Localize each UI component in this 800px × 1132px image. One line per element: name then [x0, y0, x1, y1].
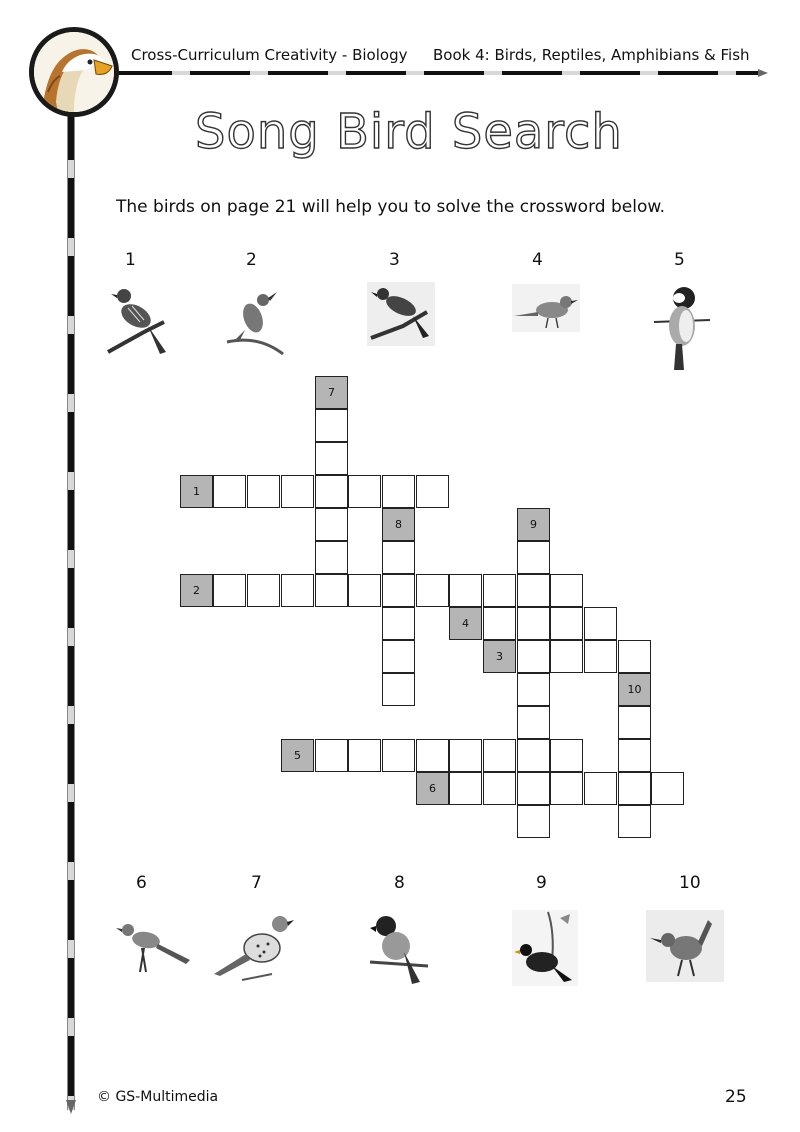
instruction-text: The birds on page 21 will help you to solve the crossword below. [116, 197, 666, 217]
clue-cell-5: 5 [281, 739, 314, 772]
crossword-cell[interactable] [348, 574, 381, 607]
crossword-cell[interactable] [416, 574, 449, 607]
clue-cell-9: 9 [517, 508, 550, 541]
crossword-cell[interactable] [618, 772, 651, 805]
crossword-cell[interactable] [550, 640, 583, 673]
decorative-spine [67, 100, 75, 1110]
bird-illustration-icon [512, 910, 578, 986]
footer-copyright: © GS-Multimedia [97, 1089, 219, 1105]
crossword-cell[interactable] [618, 706, 651, 739]
crossword-cell[interactable] [584, 772, 617, 805]
crossword-cell[interactable] [483, 772, 516, 805]
page-number: 25 [725, 1087, 747, 1107]
crossword-cell[interactable] [517, 640, 550, 673]
crossword-cell[interactable] [315, 475, 348, 508]
crossword-cell[interactable] [618, 739, 651, 772]
crossword-cell[interactable] [483, 574, 516, 607]
crossword-cell[interactable] [517, 574, 550, 607]
crossword-cell[interactable] [483, 607, 516, 640]
crossword-cell[interactable] [517, 706, 550, 739]
bird-illustration-icon [512, 284, 580, 332]
bird-number-2: 2 [246, 250, 257, 270]
crossword-cell[interactable] [348, 475, 381, 508]
crossword-cell[interactable] [550, 739, 583, 772]
crossword-cell[interactable] [517, 541, 550, 574]
bird-number-7: 7 [251, 873, 262, 893]
crossword-cell[interactable] [618, 640, 651, 673]
clue-cell-8: 8 [382, 508, 415, 541]
crossword-cell[interactable] [449, 739, 482, 772]
crossword-cell[interactable] [550, 607, 583, 640]
crossword-cell[interactable] [281, 475, 314, 508]
crossword-cell[interactable] [618, 805, 651, 838]
bird-illustration-icon [225, 284, 285, 356]
spine-tip [66, 1100, 76, 1114]
crossword-cell[interactable] [517, 805, 550, 838]
bird-number-10: 10 [679, 873, 701, 893]
clue-cell-2: 2 [180, 574, 213, 607]
clue-cell-10: 10 [618, 673, 651, 706]
bird-illustration-icon [646, 910, 724, 982]
crossword-cell[interactable] [449, 772, 482, 805]
crossword-cell[interactable] [651, 772, 684, 805]
clue-cell-3: 3 [483, 640, 516, 673]
crossword-cell[interactable] [348, 739, 381, 772]
bird-number-9: 9 [536, 873, 547, 893]
crossword-cell[interactable] [416, 739, 449, 772]
crossword-cell[interactable] [517, 607, 550, 640]
bird-number-1: 1 [125, 250, 136, 270]
crossword-cell[interactable] [517, 673, 550, 706]
clue-cell-1: 1 [180, 475, 213, 508]
crossword-cell[interactable] [247, 574, 280, 607]
crossword-cell[interactable] [315, 541, 348, 574]
bird-number-4: 4 [532, 250, 543, 270]
eagle-logo-icon [29, 27, 119, 117]
crossword-cell[interactable] [315, 442, 348, 475]
crossword-cell[interactable] [315, 508, 348, 541]
crossword-cell[interactable] [584, 640, 617, 673]
bird-illustration-icon [654, 284, 710, 372]
crossword-cell[interactable] [517, 772, 550, 805]
header-book-title: Book 4: Birds, Reptiles, Amphibians & Fish [433, 46, 750, 64]
crossword-cell[interactable] [382, 673, 415, 706]
crossword-cell[interactable] [315, 739, 348, 772]
clue-cell-6: 6 [416, 772, 449, 805]
page-title: Song Bird Search [195, 104, 623, 160]
header-rule-tip [758, 69, 768, 77]
crossword-cell[interactable] [382, 739, 415, 772]
header-rule [112, 71, 762, 75]
bird-illustration-icon [367, 282, 435, 346]
crossword-cell[interactable] [382, 640, 415, 673]
crossword-cell[interactable] [213, 574, 246, 607]
bird-illustration-icon [368, 912, 430, 986]
bird-illustration-icon [112, 914, 192, 976]
crossword-cell[interactable] [382, 541, 415, 574]
crossword-cell[interactable] [382, 475, 415, 508]
crossword-cell[interactable] [213, 475, 246, 508]
crossword-cell[interactable] [382, 607, 415, 640]
crossword-cell[interactable] [315, 574, 348, 607]
bird-number-3: 3 [389, 250, 400, 270]
crossword-cell[interactable] [550, 574, 583, 607]
crossword-cell[interactable] [382, 574, 415, 607]
clue-cell-7: 7 [315, 376, 348, 409]
crossword-cell[interactable] [483, 739, 516, 772]
crossword-cell[interactable] [315, 409, 348, 442]
crossword-cell[interactable] [281, 574, 314, 607]
bird-illustration-icon [104, 282, 172, 358]
bird-number-5: 5 [674, 250, 685, 270]
bird-number-8: 8 [394, 873, 405, 893]
crossword-cell[interactable] [416, 475, 449, 508]
header-series-title: Cross-Curriculum Creativity - Biology [131, 46, 408, 64]
crossword-cell[interactable] [550, 772, 583, 805]
bird-number-6: 6 [136, 873, 147, 893]
clue-cell-4: 4 [449, 607, 482, 640]
crossword-cell[interactable] [584, 607, 617, 640]
bird-illustration-icon [212, 910, 294, 986]
crossword-cell[interactable] [247, 475, 280, 508]
crossword-cell[interactable] [517, 739, 550, 772]
crossword-cell[interactable] [449, 574, 482, 607]
